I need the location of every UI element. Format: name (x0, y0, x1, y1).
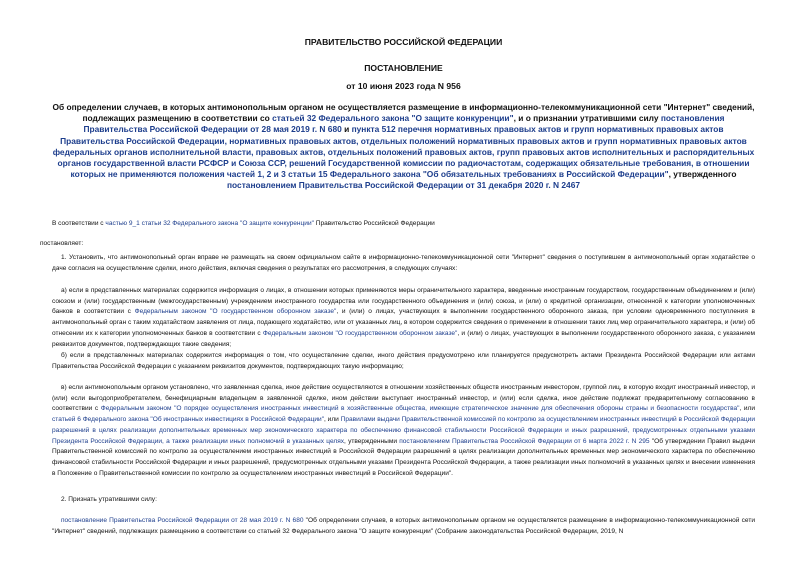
title-link-item-512[interactable]: пункта 512 перечня нормативных правовых актов и групп нормативных правовых актов Правительства Российской Федерации, нормативных правовых актов, отдельных положений нормативных правовых актов и групп нормативных правовых актов федеральных органов исполнительной власти, правовых актов, отдельных положений правовых актов, групп правовых актов исполнительных и распорядительных органов государственной власти РСФСР и Союза ССР, решений Государственной комиссии по радиочастотам, содержащих обязательные требования, в отношении которых не применяются положения частей 1, 2 и 3 статьи 15 Федерального закона "Об обязательных требованиях в Российской Федерации" (52, 124, 755, 180)
link-resolution-295[interactable]: постановлением Правительства Российской Федерации от 6 марта 2022 г. N 295 (399, 437, 650, 445)
document-title (52, 102, 755, 192)
link-foreign-investment-strategic-law[interactable]: Федеральным законом "О порядке осуществления иностранных инвестиций в хозяйственные общества, имеющие стратегическое значение для обеспечения обороны страны и безопасности государства" (100, 405, 740, 413)
paragraph-a (52, 286, 755, 350)
paragraph-v (52, 383, 755, 479)
title-link-resolution-680[interactable]: постановления Правительства Российской Федерации от 28 мая 2019 г. N 680 (83, 113, 725, 135)
paragraph-2: 2. Признать утратившими силу: (61, 496, 157, 503)
intro-paragraph (52, 219, 755, 230)
link-defense-order-law[interactable]: Федеральным законом "О государственном оборонном заказе" (262, 329, 458, 337)
intro-link-part-9-1[interactable]: частью 9_1 статьи 32 Федерального закона "О защите конкуренции" (105, 220, 314, 227)
title-text: , утвержденного (668, 169, 737, 180)
paragraph-v-text: , утвержденными (344, 437, 400, 445)
paragraph-a-text: , и (или) о лицах, участвующих в выполнении государственного оборонного заказа, с указанием реквизитов документов, подтверждающих такие сведения; (52, 329, 755, 348)
title-link-article-32[interactable]: статьей 32 Федерального закона "О защите конкуренции" (272, 113, 514, 124)
link-foreign-investments-article-6[interactable]: статьей 6 Федерального закона "Об иностранных инвестициях в Российской Федерации" (52, 416, 325, 424)
paragraph-1: 1. Установить, что антимонопольный орган вправе не размещать на своем официальном сайте в информационно-телекоммуникационной сети "Интернет" сведения о поступившем в антимонопольный орган ходатайстве о даче согласия на осуществление сделки, иного действия, включая сведения о результатах его рассмотрения, в следующих случаях: (52, 254, 755, 272)
government-name: ПРАВИТЕЛЬСТВО РОССИЙСКОЙ ФЕДЕРАЦИИ (304, 37, 503, 47)
title-link-resolution-2467[interactable]: постановлением Правительства Российской Федерации от 31 декабря 2020 г. N 2467 (226, 180, 581, 191)
paragraph-2a-text: "Об определении случаев, в которых антимонопольным органом не осуществляется размещение в информационно-телекоммуникационной сети "Интернет" сведений, подлежащих размещению в соответствии со статьей 32 Федерального закона "О защите конкуренции" (Собрание законодательства Российской Федерации, 2019, N (52, 517, 756, 535)
paragraph-a-text: , и (или) о лицах, участвующих в выполнении государственного оборонного заказа, при условии одновременного поступления в антимонопольный орган с таким ходатайством заявления от лица, подающего ходатайство, или от указанных лиц, в котором содержится сведения о применении в отношении таких лиц мер ограничительного характера, и (или) об отнесении их к категории уполномоченных банков в соответствии с (52, 308, 755, 337)
link-defense-order-law[interactable]: Федеральным законом "О государственном оборонном заказе" (134, 308, 337, 316)
paragraph-2a (52, 516, 755, 537)
title-text: и (341, 124, 352, 135)
paragraph-v-text: "Об утверждении Правил выдачи Правительственной комиссией по контролю за осуществлением иностранных инвестиций в Российской Федерации разрешений в целях реализации дополнительных временных мер экономического характера по обеспечению финансовой стабильности Российской Федерации и иных разрешений, предусмотренных отдельными указами Президента Российской Федерации, а также реализации иных полномочий в указанных целях и внесении изменения в Положение о Правительственной комиссии по контролю за осуществлением иностранных инвестиций в Российской Федерации". (52, 437, 755, 477)
title-text: Об определении случаев, в которых антимонопольным органом не осуществляется размещение в информационно-телекоммуникационной сети "Интернет" сведений, подлежащих размещению в соответствии со (52, 102, 755, 124)
intro-text: В соответствии с (52, 220, 106, 227)
decides-label: постановляет: (40, 240, 84, 247)
title-text: , и о признании утратившими силу (513, 113, 661, 124)
intro-text: Правительство Российской Федерации (313, 220, 435, 227)
paragraph-b: б) если в представленных материалах содержится информация о том, что осуществление сделки, иного действия предусмотрено или планируется предусмотреть актами Президента Российской Федерации или актами Правительства Российской Федерации с указанием реквизитов документов, подтверждающих такую информацию; (52, 352, 755, 370)
paragraph-v-text: , или (739, 405, 756, 413)
document-date-number: от 10 июня 2023 года N 956 (346, 81, 461, 91)
paragraph-a-text: а) если в представленных материалах содержится информация о лицах, в отношении которых применяются меры ограничительного характера, введенные иностранным государством, государственным объединением и (или) союзом и (или) государственным (межгосударственным) учреждением иностранного государства или государственного объединения и (или) союза, и (или) о кредитной организации, отнесенной к категории уполномоченных банков в соответствии с (52, 287, 755, 316)
paragraph-v-text: в) если антимонопольным органом установлено, что заявленная сделка, иное действие осуществляются в отношении хозяйственных обществ иностранным инвестором, группой лиц, в которую входит иностранный инвестор, и (или) если выгодоприобретателем, бенефициарным владельцем в заявленной сделке, ином действии выступает иностранный инвестор, и (или) если сделка, иное действие подлежат предварительному согласованию в соответствии с (52, 384, 755, 413)
link-government-commission-rules[interactable]: Правилами выдачи Правительственной комиссией по контролю за осуществлением иностранных инвестиций в Российской Федерации разрешений в целях реализации дополнительных временных мер экономического характера по обеспечению финансовой стабильности Российской Федерации и иных разрешений, предусмотренных отдельными указами Президента Российской Федерации, а также реализации иных полномочий в указанных целях (52, 416, 755, 445)
link-resolution-680[interactable]: постановление Правительства Российской Федерации от 28 мая 2019 г. N 680 (61, 517, 304, 524)
paragraph-v-text: , или (324, 416, 341, 424)
document-type: ПОСТАНОВЛЕНИЕ (364, 63, 443, 73)
